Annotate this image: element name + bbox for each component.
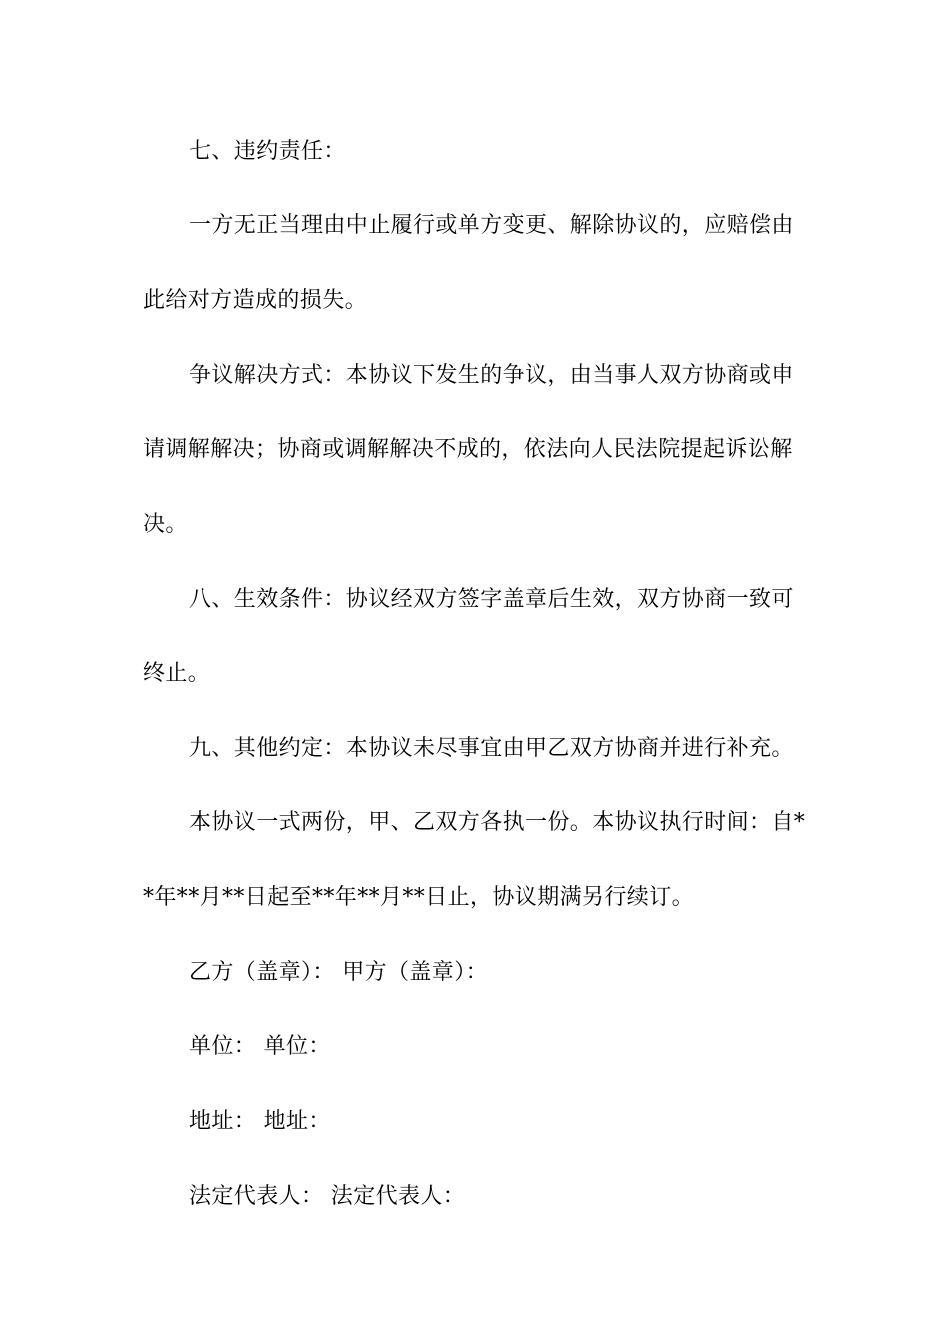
- paragraph-line: 此给对方造成的损失。: [143, 288, 368, 313]
- paragraph-line: 一方无正当理由中止履行或单方变更、解除协议的，应赔偿由: [189, 213, 794, 238]
- paragraph-line: 本协议一式两份，甲、乙双方各执一份。本协议执行时间：自*: [189, 810, 806, 835]
- paragraph-line: 终止。: [143, 661, 211, 686]
- paragraph-line: *年**月**日起至**年**月**日止，协议期满另行续订。: [143, 885, 695, 910]
- section-heading-other-agreements: 九、其他约定：本协议未尽事宜由甲乙双方协商并进行补充。: [189, 736, 794, 761]
- section-heading-breach-liability: 七、违约责任：: [189, 139, 346, 164]
- signature-party-label: 乙方（盖章）： 甲方（盖章）：: [189, 960, 488, 985]
- section-heading-effective-conditions: 八、生效条件：协议经双方签字盖章后生效，双方协商一致可: [189, 587, 794, 612]
- signature-representative-label: 法定代表人： 法定代表人：: [189, 1184, 466, 1209]
- paragraph-line: 争议解决方式：本协议下发生的争议，由当事人双方协商或申: [189, 363, 794, 388]
- paragraph-line: 请调解解决；协商或调解解决不成的，依法向人民法院提起诉讼解: [143, 437, 793, 462]
- signature-address-label: 地址： 地址：: [189, 1109, 331, 1134]
- paragraph-line: 决。: [143, 512, 188, 537]
- signature-unit-label: 单位： 单位：: [189, 1034, 331, 1059]
